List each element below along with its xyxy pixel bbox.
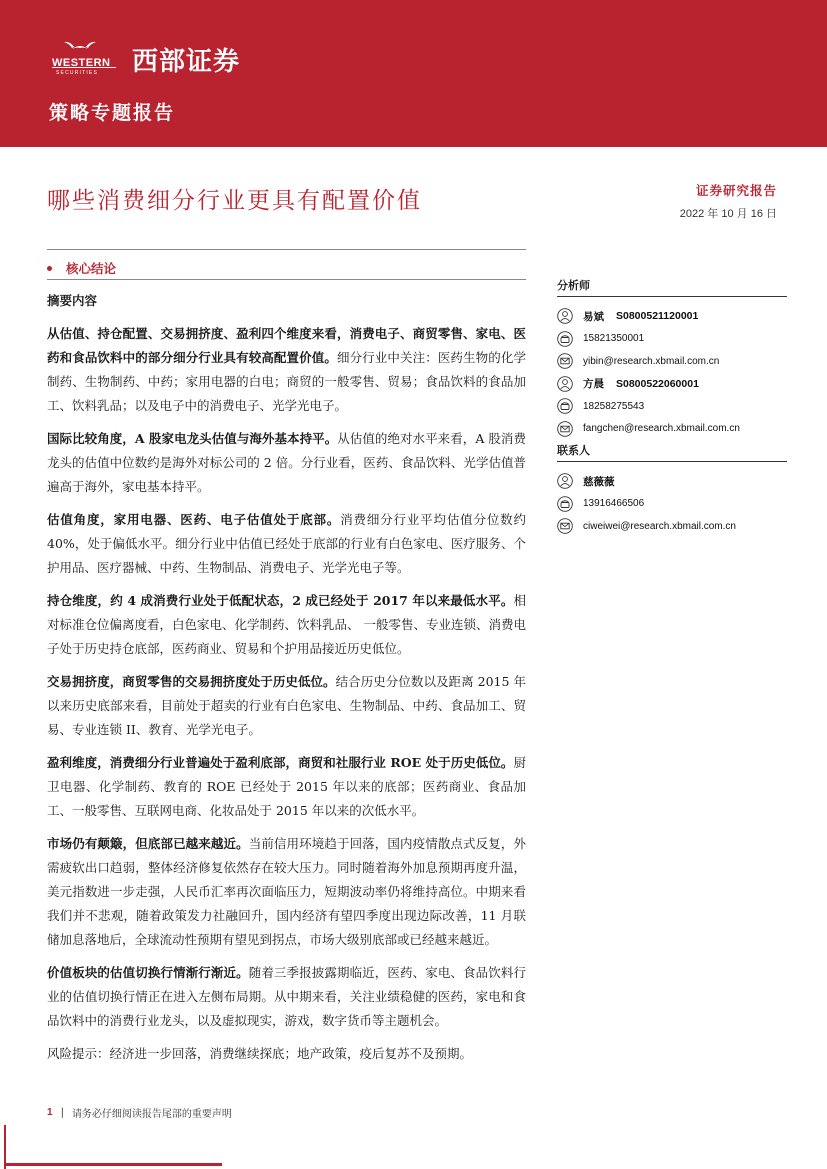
phone-icon [557, 331, 573, 347]
analyst-email[interactable]: yibin@research.xbmail.com.cn [583, 355, 720, 367]
analyst-heading: 分析师 [557, 277, 787, 297]
paragraph-body: 相对标准仓位偏离度看，白色家电、化学制药、饮料乳品、 一般零售、专业连锁、消费电子处于历史持仓底部，医药商业、贸易和个护用品接近历史低位。 [47, 593, 526, 656]
paragraph [47, 751, 526, 823]
analyst-email-row [557, 418, 787, 441]
divider [47, 279, 526, 280]
corner-decoration [4, 1163, 222, 1166]
paragraph [47, 589, 526, 661]
logo-english: WESTERN [52, 57, 111, 69]
paragraph [47, 961, 526, 1033]
analyst-phone-row [557, 395, 787, 418]
page-title: 哪些消费细分行业更具有配置价值 [47, 188, 422, 214]
page-number: 1 [47, 1107, 53, 1118]
paragraph-lead: 价值板块的估值切换行情渐行渐近。 [47, 965, 249, 980]
paragraph [47, 670, 526, 742]
paragraph-lead: 从估值、持仓配置、交易拥挤度、盈利四个维度来看，消费电子、商贸零售、家电、医药和食品饮料中的部分细分行业具有较高配置价值。 [47, 326, 526, 365]
analyst-name-row [557, 373, 787, 396]
bullet-icon [47, 266, 52, 271]
company-logo [50, 38, 240, 80]
phone-icon [557, 496, 573, 512]
footer-notice: 请务必仔细阅读报告尾部的重要声明 [71, 1109, 232, 1120]
analyst-email[interactable]: fangchen@research.xbmail.com.cn [583, 423, 740, 435]
paragraph-body: 风险提示：经济进一步回落，消费继续探底；地产政策，疫后复苏不及预期。 [47, 1046, 473, 1061]
divider [47, 249, 526, 250]
person-icon [557, 376, 573, 392]
contact-phone: 13916466506 [583, 498, 645, 510]
paragraph-lead: 盈利维度，消费细分行业普遍处于盈利底部，商贸和社服行业 ROE 处于历史低位。 [47, 755, 514, 770]
paragraph-body: 从估值的绝对水平来看，A 股消费龙头的估值中位数约是海外对标公司的 2 倍。分行业看，医药、食品饮料、光学估值普遍高于海外，家电基本持平。 [47, 431, 526, 494]
contact-name-row [557, 470, 787, 493]
header-banner [0, 0, 827, 147]
paragraph-lead: 持仓维度，约 4 成消费行业处于低配状态，2 成已经处于 2017 年以来最低水平。 [47, 593, 514, 608]
contact-heading: 联系人 [557, 442, 787, 462]
analyst-name: 易斌 [583, 310, 604, 323]
paragraph-body: 厨卫电器、化学制药、教育的 ROE 已经处于 2015 年以来的底部；医药商业、食品加工、一般零售、互联网电商、化妆品处于 2015 年以来的次低水平。 [47, 755, 526, 818]
analyst-phone-row [557, 328, 787, 351]
section-heading [47, 259, 116, 277]
analyst-email-row [557, 350, 787, 373]
logo-chinese: 西部证券 [132, 46, 241, 77]
phone-icon [557, 398, 573, 414]
report-type: 策略专题报告 [49, 102, 176, 124]
analyst-sidebar [557, 277, 787, 538]
contact-email-row [557, 515, 787, 538]
paragraph-body: 结合历史分位数以及距离 2015 年以来历史底部来看，目前处于超卖的行业有白色家电、生物制品、中药、食品加工、贸易、专业连锁 II、教育、光学光电子。 [47, 674, 526, 737]
analyst-phone: 15821350001 [583, 333, 645, 345]
paragraph-lead: 国际比较角度，A 股家电龙头估值与海外基本持平。 [47, 431, 338, 446]
analyst-name: 方晨 [583, 378, 604, 391]
paragraph-lead: 估值角度，家用电器、医药、电子估值处于底部。 [47, 512, 341, 527]
bull-logo-icon [50, 39, 120, 79]
logo-subtitle: SECURITIES [56, 70, 99, 76]
abstract-title: 摘要内容 [47, 293, 98, 308]
paragraph [47, 322, 526, 418]
paragraph [47, 832, 526, 952]
contact-name: 慈薇薇 [583, 475, 615, 488]
risk-paragraph [47, 1042, 526, 1066]
paragraph-body: 随着三季报披露期临近，医药、家电、食品饮料行业的估值切换行情正在进入左侧布局期。从中期来看，关注业绩稳健的医药，家电和食品饮料中的消费行业龙头，以及虚拟现实，游戏，数字货币等主题机会。 [47, 965, 526, 1028]
contact-phone-row [557, 493, 787, 516]
email-icon [557, 518, 573, 534]
paragraph-body: 消费细分行业平均估值分位数约 40%，处于偏低水平。细分行业中估值已经处于底部的行业有白色家电、医疗服务、个护用品、医疗器械、中药、生物制品、消费电子、光学光电子等。 [47, 512, 526, 575]
email-icon [557, 421, 573, 437]
page-footer [47, 1105, 232, 1120]
person-icon [557, 308, 573, 324]
paragraph [47, 508, 526, 580]
paragraph-lead: 市场仍有颠簸，但底部已越来越近。 [47, 836, 249, 851]
report-label: 证券研究报告 [695, 183, 777, 198]
footer-separator: | [60, 1107, 64, 1118]
person-icon [557, 473, 573, 489]
contact-email[interactable]: ciweiwei@research.xbmail.com.cn [583, 520, 736, 532]
analyst-phone: 18258275543 [583, 400, 645, 412]
analyst-license: S0800522060001 [616, 377, 699, 390]
report-date: 2022 年 10 月 16 日 [679, 208, 777, 220]
analyst-name-row [557, 305, 787, 328]
email-icon [557, 353, 573, 369]
section-heading-text: 核心结论 [66, 261, 117, 276]
abstract-content [47, 289, 526, 1075]
paragraph-body: 细分行业中关注：医药生物的化学制药、生物制药、中药；家用电器的白电；商贸的一般零售、贸易；食品饮料的食品加工、饮料乳品；以及电子中的消费电子、光学光电子。 [47, 350, 526, 413]
analyst-license: S0800521120001 [616, 310, 699, 323]
paragraph [47, 427, 526, 499]
paragraph-body: 当前信用环境趋于回落，国内疫情散点式反复，外需疲软出口趋弱，整体经济修复依然存在较大压力。同时随着海外加息预期再度升温，美元指数进一步走强，人民币汇率再次面临压力，短期波动率仍将维持高位。中期来看我们并不悲观，随着政策发力社融回升，国内经济有望四季度出现边际改善，11 月联储加息落地后，全球流动性预期有望见到拐点，市场大级别底部或已经越来越近。 [47, 836, 526, 947]
paragraph-lead: 交易拥挤度，商贸零售的交易拥挤度处于历史低位。 [47, 674, 336, 689]
